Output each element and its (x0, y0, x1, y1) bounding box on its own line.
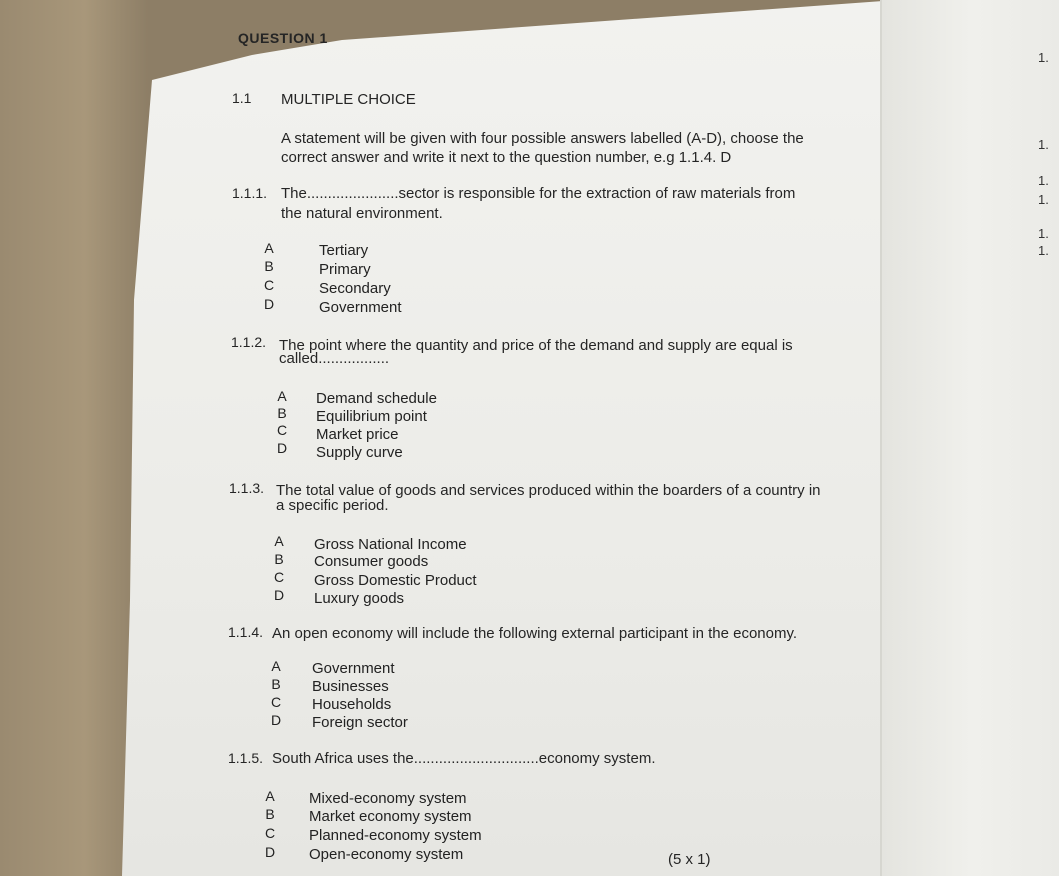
option-letter: B (264, 258, 274, 274)
option-text: Consumer goods (314, 553, 429, 570)
edge-fragment: 1. (1038, 137, 1049, 152)
option-letter: A (277, 388, 287, 404)
option-text: Government (312, 660, 395, 677)
question-number: 1.1.3. (229, 480, 265, 496)
option-letter: B (277, 405, 287, 421)
option-letter: B (265, 806, 275, 822)
option-letter: D (263, 296, 275, 312)
option-text: Government (319, 299, 402, 316)
edge-fragment: 1. (1038, 243, 1049, 258)
option-text: Market price (316, 426, 399, 443)
option-text: Foreign sector (312, 714, 408, 731)
option-text: Open-economy system (309, 846, 464, 863)
question-number: 1.1.5. (228, 750, 264, 766)
option-letter: C (270, 694, 282, 710)
option-text: Primary (319, 261, 371, 278)
edge-fragment: 1. (1038, 173, 1049, 188)
option-text: Gross Domestic Product (314, 572, 477, 589)
option-text: Market economy system (309, 808, 472, 825)
option-text: Mixed-economy system (309, 790, 467, 807)
question-text-line: The point where the quantity and price of the demand and supply are equal is (279, 337, 793, 354)
question-title: QUESTION 1 (238, 30, 328, 46)
option-text: Luxury goods (314, 590, 405, 607)
option-text: Secondary (319, 280, 391, 297)
option-letter: D (264, 844, 276, 860)
question-text-line: An open economy will include the following external participant in the economy. (272, 625, 798, 642)
question-number: 1.1.2. (231, 334, 267, 350)
section-title: MULTIPLE CHOICE (281, 91, 416, 108)
edge-fragment: 1. (1038, 50, 1049, 65)
question-text-line: called................. (279, 350, 390, 367)
question-text-line: the natural environment. (281, 205, 443, 222)
option-letter: A (271, 658, 281, 674)
option-text: Supply curve (316, 444, 403, 461)
option-letter: A (265, 788, 275, 804)
option-letter: C (276, 422, 288, 438)
question-text-line: The total value of goods and services produced within the boarders of a country in (276, 482, 821, 499)
option-letter: A (274, 533, 284, 549)
option-text: Demand schedule (316, 390, 437, 407)
second-page-edge (880, 0, 1059, 876)
instructions-line-2: correct answer and write it next to the question number, e.g 1.1.4. D (281, 149, 732, 166)
option-text: Households (312, 696, 392, 713)
option-letter: C (273, 569, 285, 585)
instructions-line-1: A statement will be given with four possible answers labelled (A-D), choose the (281, 130, 804, 147)
option-letter: C (263, 277, 275, 293)
option-letter: D (270, 712, 282, 728)
option-text: Gross National Income (314, 536, 467, 553)
option-text: Tertiary (319, 242, 369, 259)
question-text-line: a specific period. (276, 497, 389, 514)
option-letter: A (264, 240, 274, 256)
question-number: 1.1.4. (228, 624, 264, 640)
section-number: 1.1 (232, 90, 252, 106)
marks-allocation: (5 x 1) (668, 851, 711, 868)
question-number: 1.1.1. (232, 185, 268, 201)
option-text: Equilibrium point (316, 408, 427, 425)
question-text-line: The......................sector is responsible for the extraction of raw materials from (281, 185, 796, 202)
option-letter: D (273, 587, 285, 603)
edge-fragment: 1. (1038, 192, 1049, 207)
option-letter: D (276, 440, 288, 456)
option-letter: B (274, 551, 284, 567)
edge-fragment: 1. (1038, 226, 1049, 241)
option-letter: B (271, 676, 281, 692)
option-letter: C (264, 825, 276, 841)
question-text-line: South Africa uses the..............................economy system. (272, 750, 656, 767)
option-text: Planned-economy system (309, 827, 482, 844)
option-text: Businesses (312, 678, 389, 695)
